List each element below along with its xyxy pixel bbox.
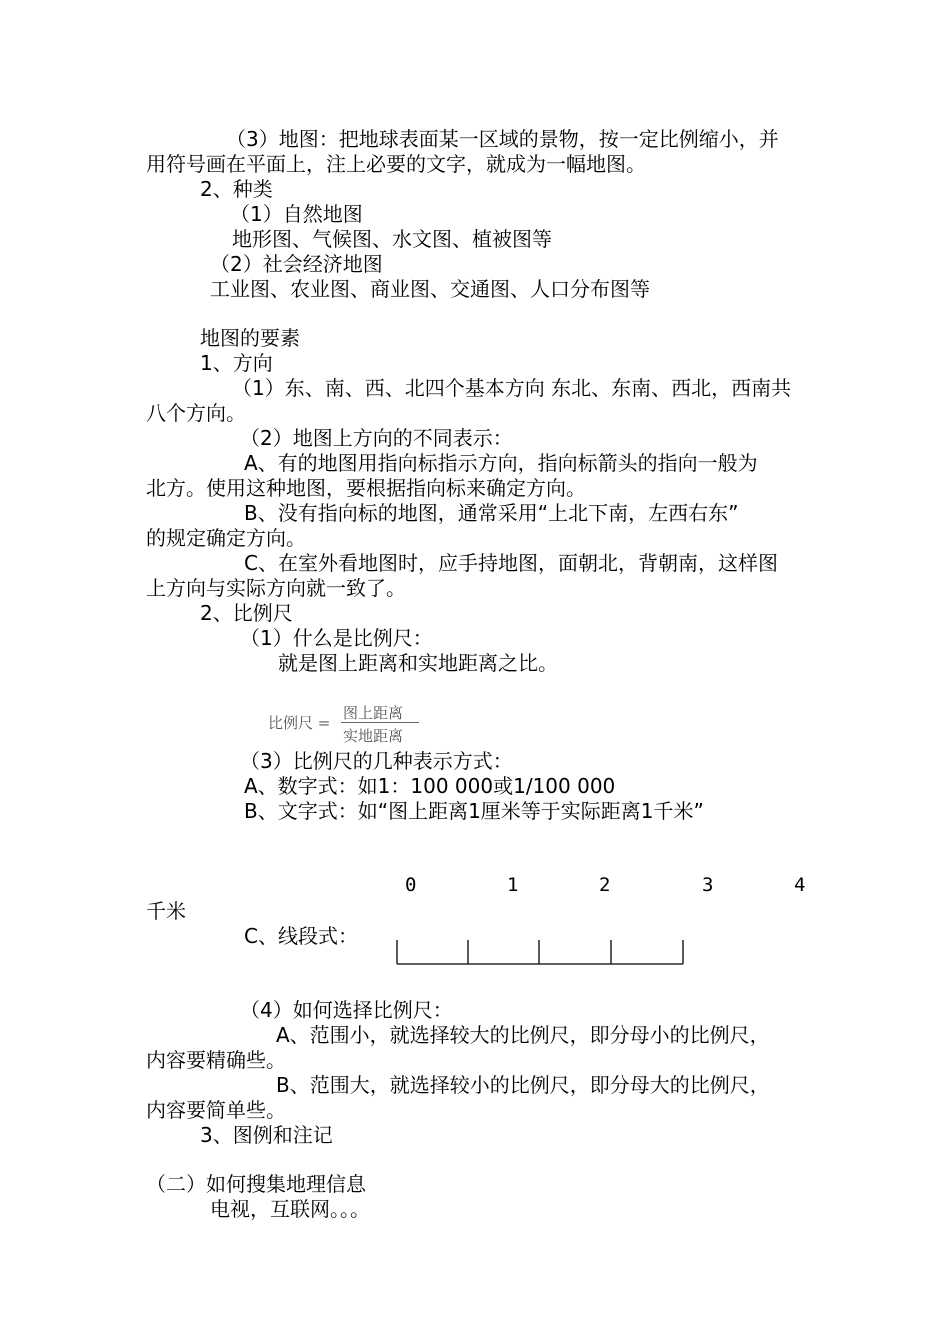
text-line: 就是图上距离和实地距离之比。 [278,651,558,675]
text-line: C、在室外看地图时，应手持地图，面朝北，背朝南，这样图 [244,551,778,575]
text-line: 上方向与实际方向就一致了。 [146,576,406,600]
text-line: （4）如何选择比例尺： [240,998,453,1022]
text-line: B、没有指向标的地图，通常采用“上北下南，左西右东” [244,501,739,525]
text-line: 北方。使用这种地图，要根据指向标来确定方向。 [146,476,586,500]
text-line: （3）地图：把地球表面某一区域的景物，按一定比例缩小，并 [226,127,779,151]
section-heading: 2、种类 [200,177,273,201]
text-line: A、数字式：如1：100 000或1/100 000 [244,774,616,798]
text-line: A、有的地图用指向标指示方向，指向标箭头的指向一般为 [244,451,758,475]
text-line: （2）地图上方向的不同表示： [240,426,513,450]
section-heading: （二）如何搜集地理信息 [146,1172,366,1196]
scale-tick-label: 4 [794,874,806,896]
section-heading: 2、比例尺 [200,601,293,625]
text-line: （2）社会经济地图 [210,252,383,276]
section-heading: 3、图例和注记 [200,1123,333,1147]
fraction-bar [341,722,419,723]
scale-tick-label: 1 [507,874,519,896]
text-line: C、线段式： [244,924,358,948]
text-line: A、范围小，就选择较大的比例尺，即分母小的比例尺， [276,1023,770,1047]
scale-tick-label: 3 [702,874,714,896]
text-line: （1）自然地图 [230,202,363,226]
text-line: 地形图、气候图、水文图、植被图等 [232,227,552,251]
formula-numerator: 图上距离 [343,704,404,722]
text-line: 工业图、农业图、商业图、交通图、人口分布图等 [210,277,650,301]
text-line: （1）东、南、西、北四个基本方向 东北、东南、西北，西南共 [232,376,792,400]
text-line: 八个方向。 [146,401,246,425]
text-line: B、文字式：如“图上距离1厘米等于实际距离1千米” [244,799,704,823]
text-line: （3）比例尺的几种表示方式： [240,749,513,773]
formula-denominator: 实地距离 [343,727,404,745]
text-line: 电视，互联网。。。 [210,1197,370,1221]
section-heading: 1、方向 [200,351,273,375]
text-line: B、范围大，就选择较小的比例尺，即分母大的比例尺， [276,1073,770,1097]
text-line: 用符号画在平面上，注上必要的文字，就成为一幅地图。 [146,152,646,176]
text-line: 内容要简单些。 [146,1098,286,1122]
scale-tick-label: 2 [599,874,611,896]
formula-lhs: 比例尺 = [268,714,331,732]
scale-tick-label: 0 [405,874,417,896]
text-line: （1）什么是比例尺： [240,626,433,650]
section-heading: 地图的要素 [200,326,300,350]
text-line: 内容要精确些。 [146,1048,286,1072]
text-line: 千米 [146,899,186,923]
text-line: 的规定确定方向。 [146,526,306,550]
linear-scale-bar [390,936,690,970]
